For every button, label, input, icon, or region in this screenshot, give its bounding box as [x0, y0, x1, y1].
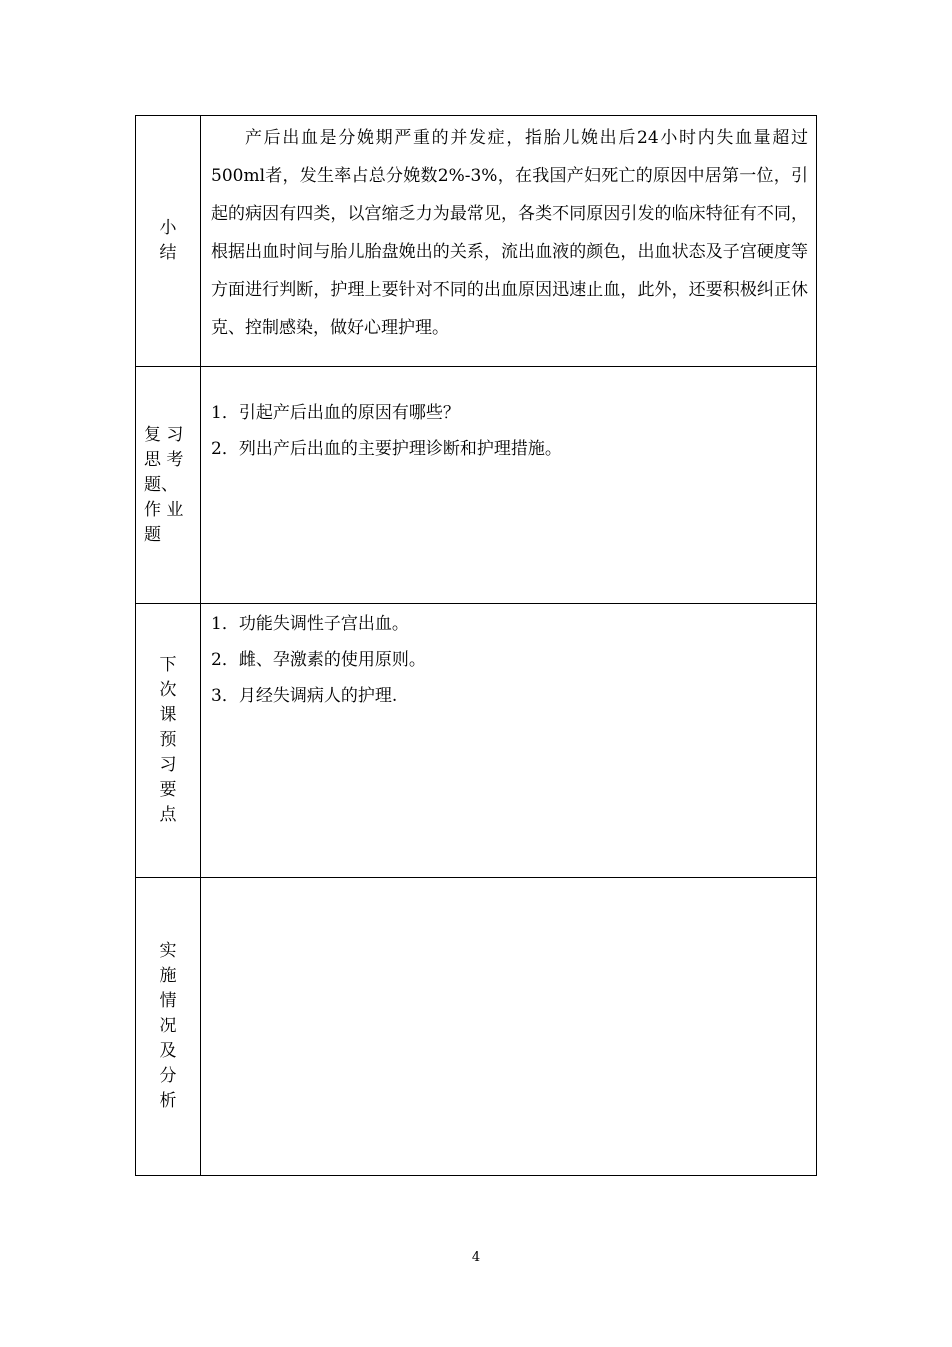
preview-label-cell: [136, 604, 201, 878]
review-label-line: 题: [144, 524, 161, 545]
list-item: 1．引起产后出血的原因有哪些？: [211, 403, 460, 423]
implementation-label-cell: [136, 878, 201, 1176]
lesson-plan-table: [135, 115, 817, 1176]
review-label-cell: [136, 367, 201, 604]
review-content-cell: [201, 367, 817, 604]
list-item: 2．列出产后出血的主要护理诊断和护理措施。: [211, 439, 562, 459]
review-label-line: 思 考: [144, 449, 184, 470]
preview-row: [136, 604, 817, 878]
preview-label: 下次课预习要点: [159, 655, 177, 825]
summary-row: [136, 116, 817, 367]
preview-content-cell: [201, 604, 817, 878]
review-label-line: 作 业: [144, 499, 184, 520]
review-question-list: [201, 367, 816, 467]
implementation-content-cell: [201, 878, 817, 1176]
review-label-line: 题、: [144, 474, 178, 495]
implementation-row: [136, 878, 817, 1176]
list-item: 3．月经失调病人的护理.: [211, 686, 398, 706]
summary-label: 小结: [159, 218, 177, 263]
preview-point-list: [201, 604, 816, 714]
summary-text: 产后出血是分娩期严重的并发症，指胎儿娩出后24小时内失血量超过500ml者，发生率占总分娩数2%-3%，在我国产妇死亡的原因中居第一位，引起的病因有四类，以宫缩乏力为最常见，各类不同原因引发的临床特征有不同，根据出血时间与胎儿胎盘娩出的关系，流出血液的颜色，出血状态及子宫硬度等方面进行判断，护理上要针对不同的出血原因迅速止血，此外，还要积极纠正休克、控制感染，做好心理护理。: [211, 128, 808, 338]
review-row: [136, 367, 817, 604]
list-item: 2．雌、孕激素的使用原则。: [211, 650, 426, 670]
list-item: 1．功能失调性子宫出血。: [211, 614, 409, 634]
page-number: 4: [471, 1250, 481, 1265]
review-label-line: 复 习: [144, 424, 184, 445]
summary-content-cell: [201, 116, 817, 367]
implementation-label: 实施情况及分析: [159, 941, 177, 1111]
summary-label-cell: [136, 116, 201, 367]
review-label: [144, 423, 192, 548]
